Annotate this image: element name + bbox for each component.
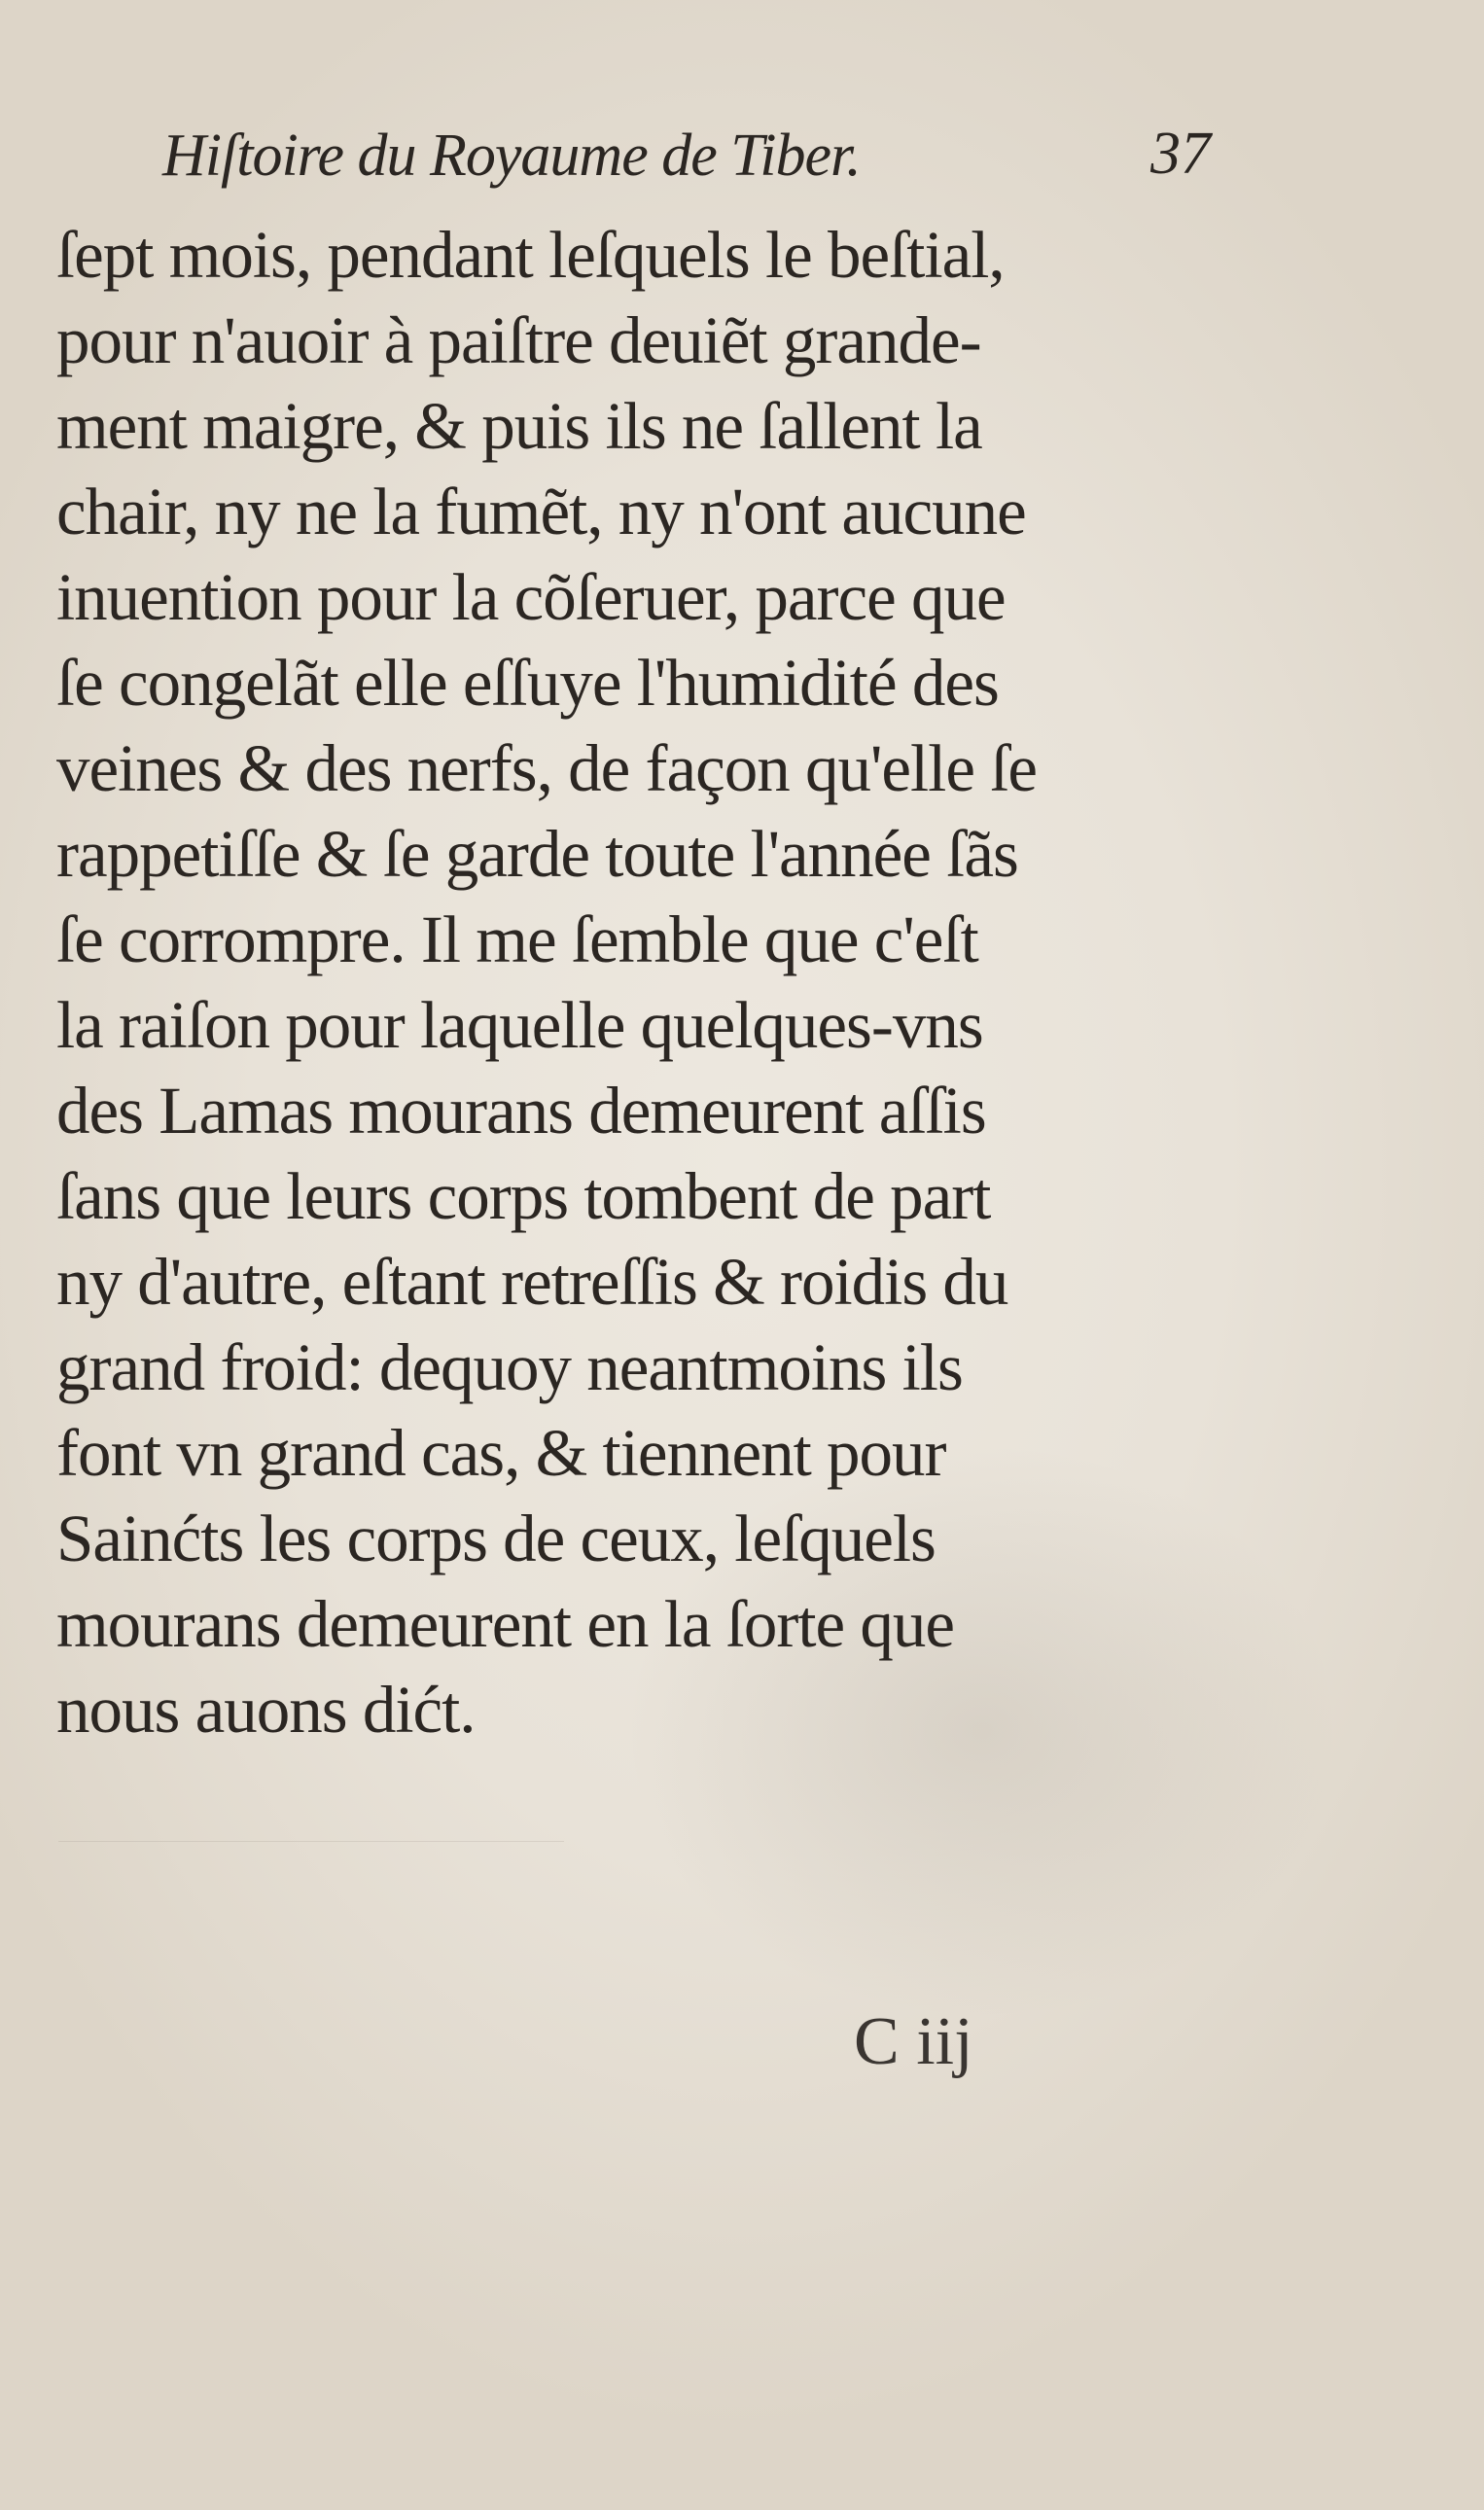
text-line: des Lamas mourans demeurent aſſis bbox=[56, 1074, 986, 1148]
text-line: veines & des nerfs, de façon qu'elle ſe bbox=[56, 731, 1038, 805]
text-line: rappetiſſe & ſe garde toute l'année ſãs bbox=[56, 817, 1018, 891]
text-line: ſe congelãt elle eſſuye l'humidité des bbox=[56, 646, 999, 720]
text-line: inuention pour la cõſeruer, parce que bbox=[56, 560, 1006, 634]
text-line: mourans demeurent en la ſorte que bbox=[56, 1587, 955, 1661]
text-line: la raiſon pour laquelle quelques-vns bbox=[56, 988, 983, 1062]
text-line: Sainćts les corps de ceux, leſquels bbox=[56, 1502, 936, 1575]
text-line: nous auons dićt. bbox=[56, 1673, 476, 1747]
text-line: ſans que leurs corps tombent de part bbox=[56, 1159, 991, 1233]
text-line: grand froid: dequoy neantmoins ils bbox=[56, 1330, 963, 1404]
text-line: pour n'auoir à paiſtre deuiẽt grande- bbox=[56, 303, 981, 377]
text-line: font vn grand cas, & tiennent pour bbox=[56, 1416, 946, 1490]
running-head bbox=[151, 109, 1230, 201]
page-crease bbox=[58, 1841, 564, 1842]
running-title: Hiſtoire du Royaume de Tiber. bbox=[162, 123, 861, 189]
text-line: ny d'autre, eſtant retreſſis & roidis du bbox=[56, 1245, 1008, 1319]
text-line: ſept mois, pendant leſquels le beſtial, bbox=[56, 218, 1005, 292]
page-number: 37 bbox=[1150, 121, 1211, 187]
body-text bbox=[56, 212, 1223, 1752]
signature-mark: C iij bbox=[854, 2004, 973, 2079]
text-line: ſe corrompre. Il me ſemble que c'eſt bbox=[56, 902, 978, 976]
text-line: chair, ny ne la fumẽt, ny n'ont aucune bbox=[56, 475, 1026, 548]
text-line: ment maigre, & puis ils ne ſallent la bbox=[56, 389, 982, 463]
